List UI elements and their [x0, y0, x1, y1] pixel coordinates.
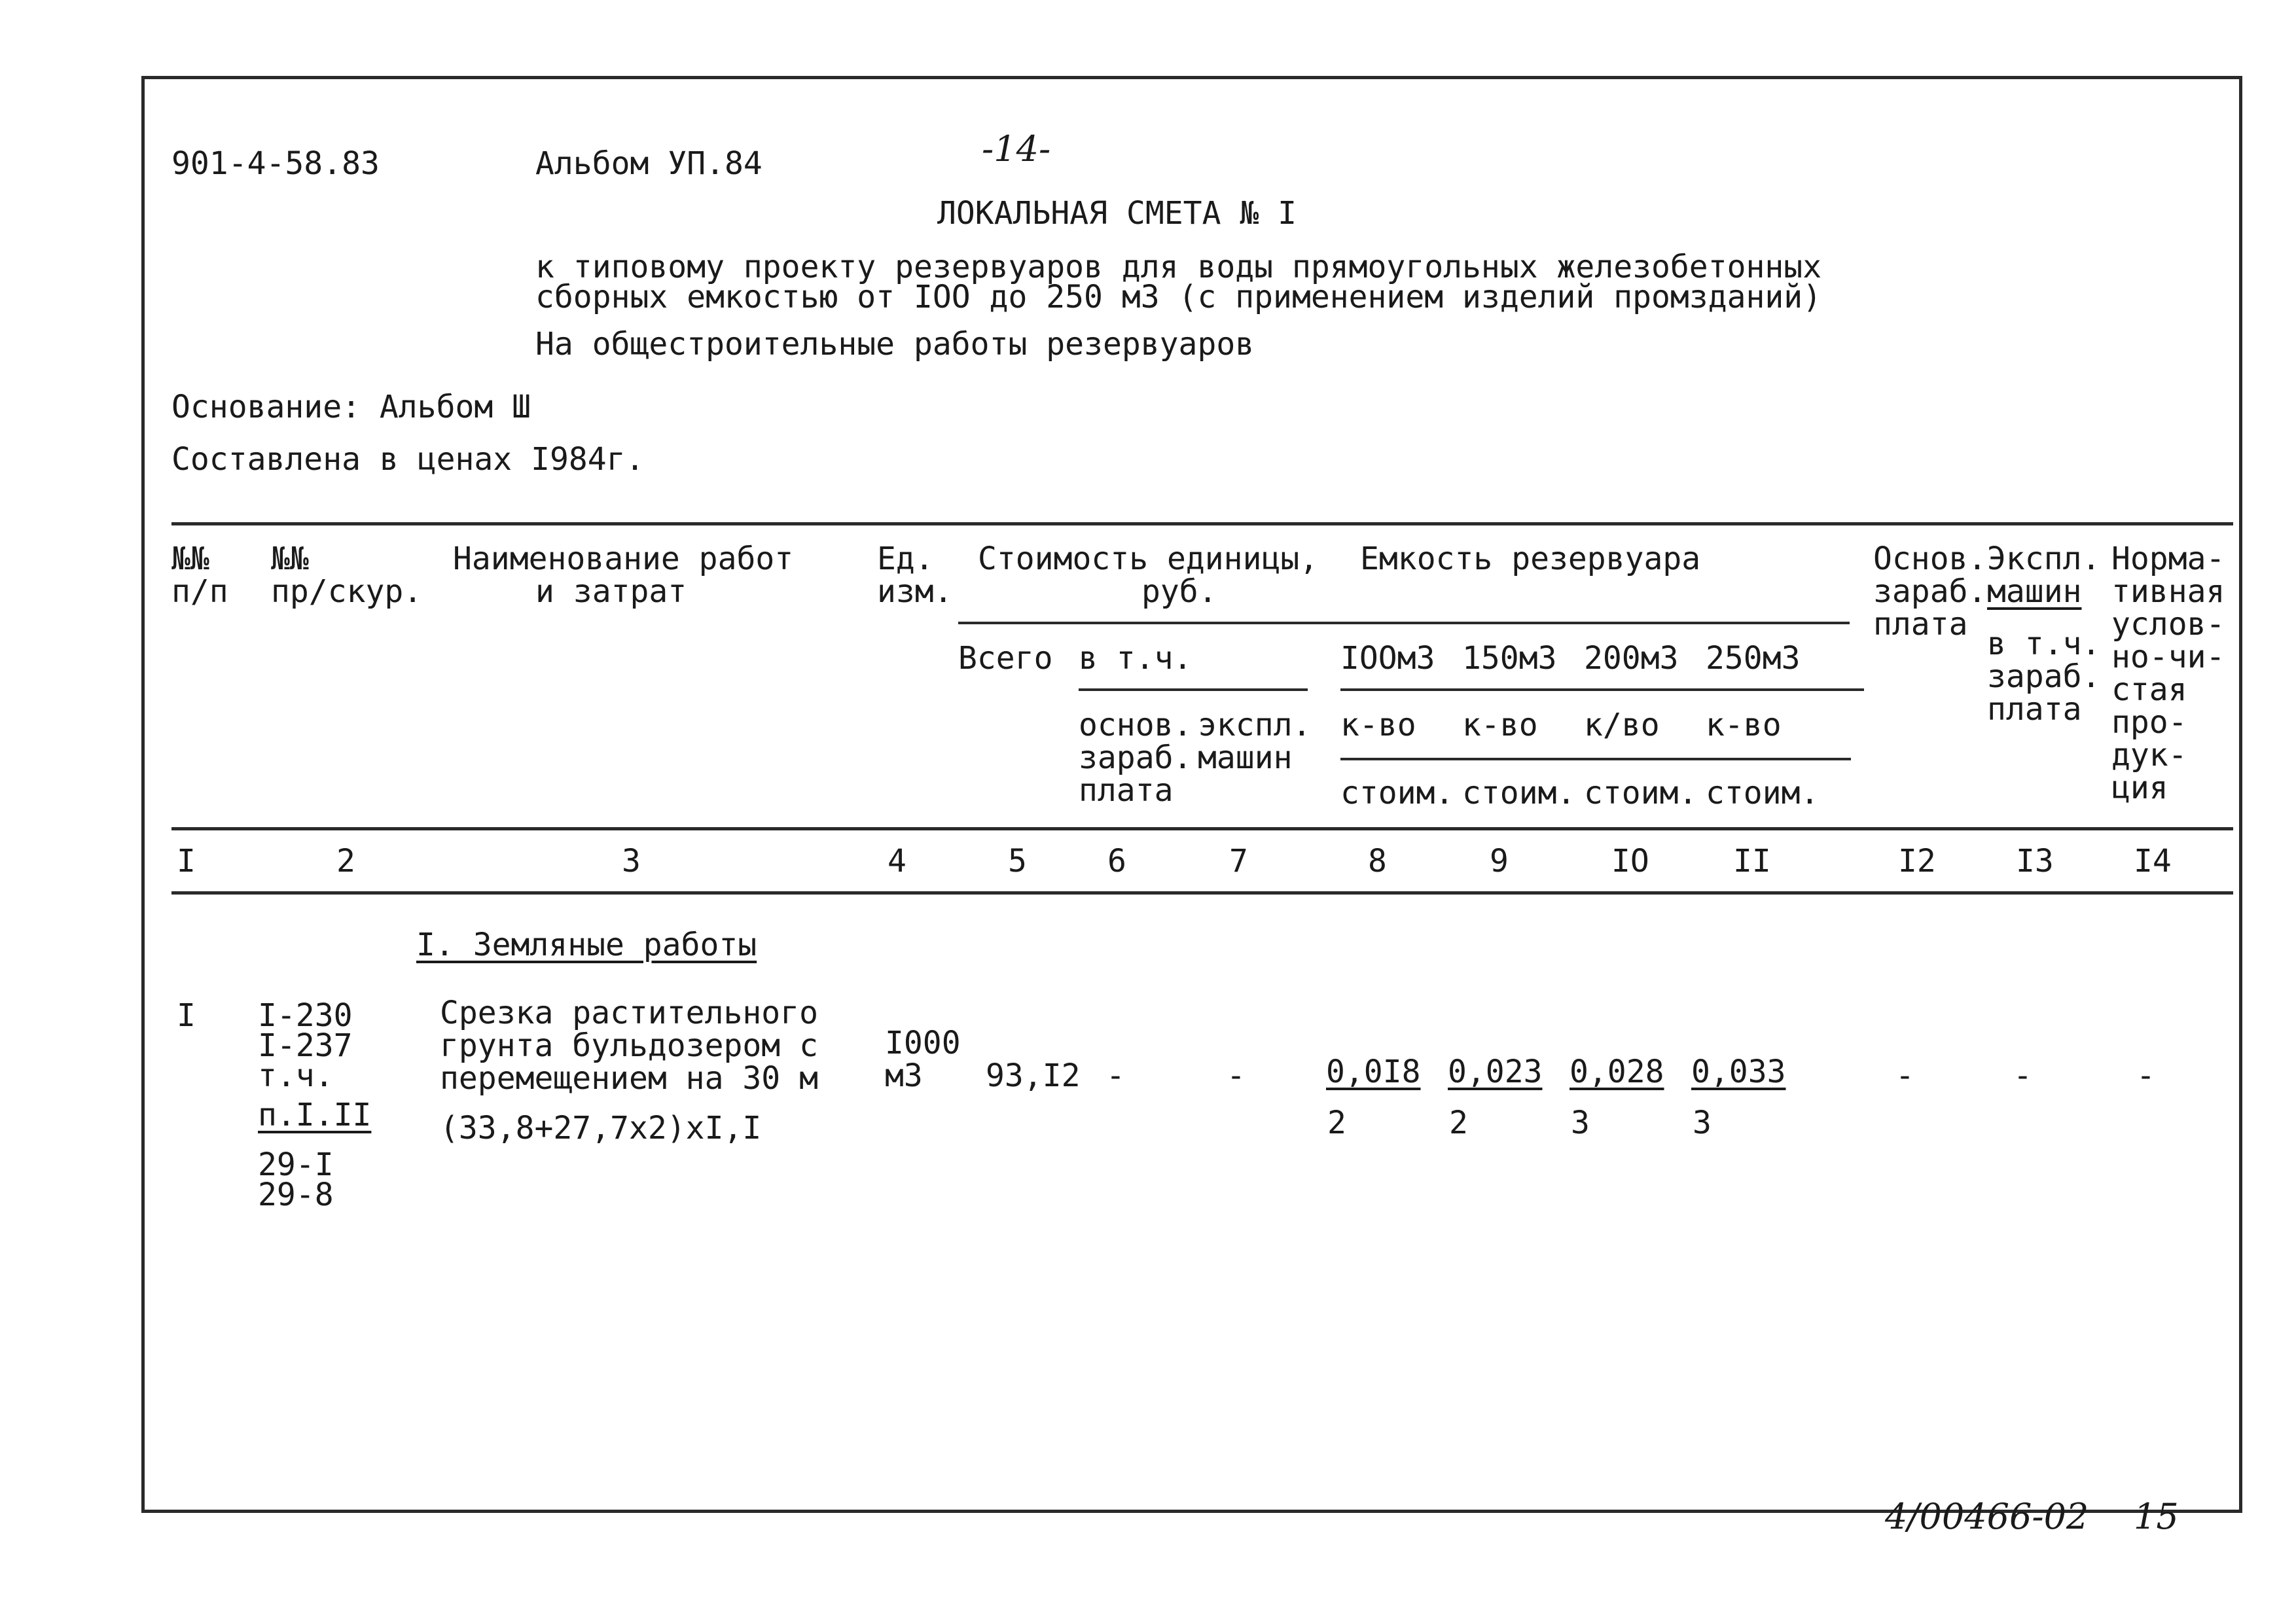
incl-header: в т.ч. — [1079, 640, 1193, 677]
row-col14: - — [2136, 1057, 2155, 1094]
row-cost-250: 3 — [1693, 1105, 1712, 1141]
qty-cost-rule — [1340, 758, 1851, 760]
col12-header-line2: зараб. — [1873, 573, 1987, 610]
row-qty-200: 0,028 — [1570, 1054, 1664, 1090]
capacity-group-header: Емкость резервуара — [1360, 541, 1701, 577]
colnum-11: II — [1733, 843, 1771, 879]
base-wage-header-line2: зараб. — [1079, 739, 1193, 776]
row-unit-line2: м3 — [885, 1057, 923, 1094]
row-base-wage: - — [1106, 1057, 1125, 1094]
subtitle-line-3: На общестроительные работы резервуаров — [535, 326, 1255, 363]
col13-header-line5: плата — [1987, 691, 2082, 728]
qty-label-250: к-во — [1706, 707, 1782, 743]
cost-label-150: стоим. — [1462, 775, 1576, 811]
footer-sheet-number: 15 — [2134, 1496, 2179, 1537]
col14-header-line2: тивная — [2111, 573, 2225, 610]
cost-label-100: стоим. — [1340, 775, 1454, 811]
col3-header-line1: Наименование работ — [453, 541, 794, 577]
row-code-4: п.I.II — [258, 1097, 372, 1133]
row-name-line3: перемещением на 30 м — [440, 1060, 818, 1097]
row-col13: - — [2013, 1057, 2032, 1094]
subtitle-line-2: сборных емкостью от IOO до 250 м3 (с применением изделий промзданий) — [535, 279, 1822, 315]
col4-header-line1: Ед. — [877, 541, 934, 577]
machines-header-line1: экспл. — [1198, 707, 1312, 743]
capacity-100: IOOм3 — [1340, 640, 1435, 677]
capacity-150: 150м3 — [1462, 640, 1557, 677]
col14-header-line1: Норма- — [2111, 541, 2225, 577]
cost-label-250: стоим. — [1706, 775, 1820, 811]
colnum-13: I3 — [2016, 843, 2054, 879]
cost-label-200: стоим. — [1584, 775, 1698, 811]
col2-header-line1: №№ — [271, 541, 309, 577]
row-formula: (33,8+27,7x2)xI,I — [440, 1110, 762, 1146]
row-machines: - — [1227, 1057, 1246, 1094]
capacity-250: 250м3 — [1706, 640, 1801, 677]
row-cost-150: 2 — [1449, 1105, 1468, 1141]
album-label: Альбом УП.84 — [535, 145, 762, 182]
qty-label-200: к/во — [1584, 707, 1660, 743]
prices-line: Составлена в ценах I984г. — [171, 441, 645, 478]
qty-label-150: к-во — [1462, 707, 1538, 743]
row-col12: - — [1895, 1057, 1914, 1094]
cost-group-header: Стоимость единицы, — [978, 541, 1319, 577]
capacity-rule — [1340, 688, 1864, 691]
col14-header-line7: дук- — [2111, 737, 2187, 773]
col4-header-line2: изм. — [877, 573, 953, 610]
col14-header-line5: стая — [2111, 671, 2187, 708]
row-code-6: 29-8 — [258, 1177, 334, 1213]
page-number: -14- — [982, 128, 1051, 169]
base-wage-header-line3: плата — [1079, 772, 1174, 809]
col13-header-line3: в т.ч. — [1987, 626, 2101, 662]
col12-header-line1: Основ. — [1873, 541, 1987, 577]
row-name-line1: Срезка растительного — [440, 995, 818, 1031]
row-code-2: I-237 — [258, 1027, 353, 1064]
col1-header-line1: №№ — [171, 541, 209, 577]
total-header: Всего — [958, 640, 1053, 677]
colnum-12: I2 — [1898, 843, 1936, 879]
col12-header-line3: плата — [1873, 606, 1968, 643]
capacity-200: 200м3 — [1584, 640, 1679, 677]
colnum-6: 6 — [1107, 843, 1126, 879]
colnum-7: 7 — [1229, 843, 1248, 879]
colnum-10: IO — [1611, 843, 1649, 879]
subtitle-line-1: к типовому проекту резервуаров для воды прямоугольных железобетонных — [535, 249, 1822, 285]
row-number: I — [177, 997, 196, 1034]
colnum-2: 2 — [336, 843, 355, 879]
col13-header-line4: зараб. — [1987, 658, 2101, 695]
basis-line: Основание: Альбом Ш — [171, 389, 531, 425]
section-title: I. Земляные работы — [416, 927, 757, 963]
row-code-1: I-230 — [258, 997, 353, 1034]
colnum-8: 8 — [1368, 843, 1387, 879]
row-unit-line1: I000 — [885, 1025, 961, 1061]
row-qty-250: 0,033 — [1691, 1054, 1786, 1090]
base-wage-header-line1: основ. — [1079, 707, 1193, 743]
colnum-5: 5 — [1008, 843, 1027, 879]
table-top-rule — [171, 522, 2233, 525]
row-code-5: 29-I — [258, 1146, 334, 1183]
page-title: ЛОКАЛЬНАЯ СМЕТА № I — [937, 195, 1297, 232]
col14-header-line6: про- — [2111, 704, 2187, 741]
footer-doc-number: 4/00466-02 — [1885, 1496, 2089, 1537]
row-name-line2: грунта бульдозером с — [440, 1027, 818, 1064]
colnum-4: 4 — [888, 843, 906, 879]
row-qty-100: 0,0I8 — [1326, 1054, 1421, 1090]
colnum-14: I4 — [2134, 843, 2172, 879]
colnum-9: 9 — [1490, 843, 1509, 879]
col14-header-line4: но-чи- — [2111, 639, 2225, 675]
col1-header-line2: п/п — [171, 573, 228, 610]
doc-code: 901-4-58.83 — [171, 145, 380, 182]
colnum-3: 3 — [622, 843, 641, 879]
incl-rule — [1079, 688, 1308, 691]
cost-group-unit: руб. — [1141, 573, 1217, 610]
column-numbers-rule — [171, 891, 2233, 895]
qty-label-100: к-во — [1340, 707, 1416, 743]
row-cost-200: 3 — [1571, 1105, 1590, 1141]
colnum-1: I — [177, 843, 196, 879]
row-total: 93,I2 — [986, 1057, 1081, 1094]
col3-header-line2: и затрат — [535, 573, 687, 610]
row-qty-150: 0,023 — [1448, 1054, 1543, 1090]
col13-header-line1: Экспл. — [1987, 541, 2101, 577]
row-cost-100: 2 — [1327, 1105, 1346, 1141]
col14-header-line8: ция — [2111, 770, 2168, 806]
col13-header-line2: машин — [1987, 573, 2082, 610]
col2-header-line2: пр/скур. — [271, 573, 423, 610]
row-code-3: т.ч. — [258, 1057, 334, 1094]
cost-group-rule — [958, 622, 1850, 624]
machines-header-line2: машин — [1198, 739, 1293, 776]
header-bottom-rule — [171, 827, 2233, 830]
col14-header-line3: услов- — [2111, 606, 2225, 643]
